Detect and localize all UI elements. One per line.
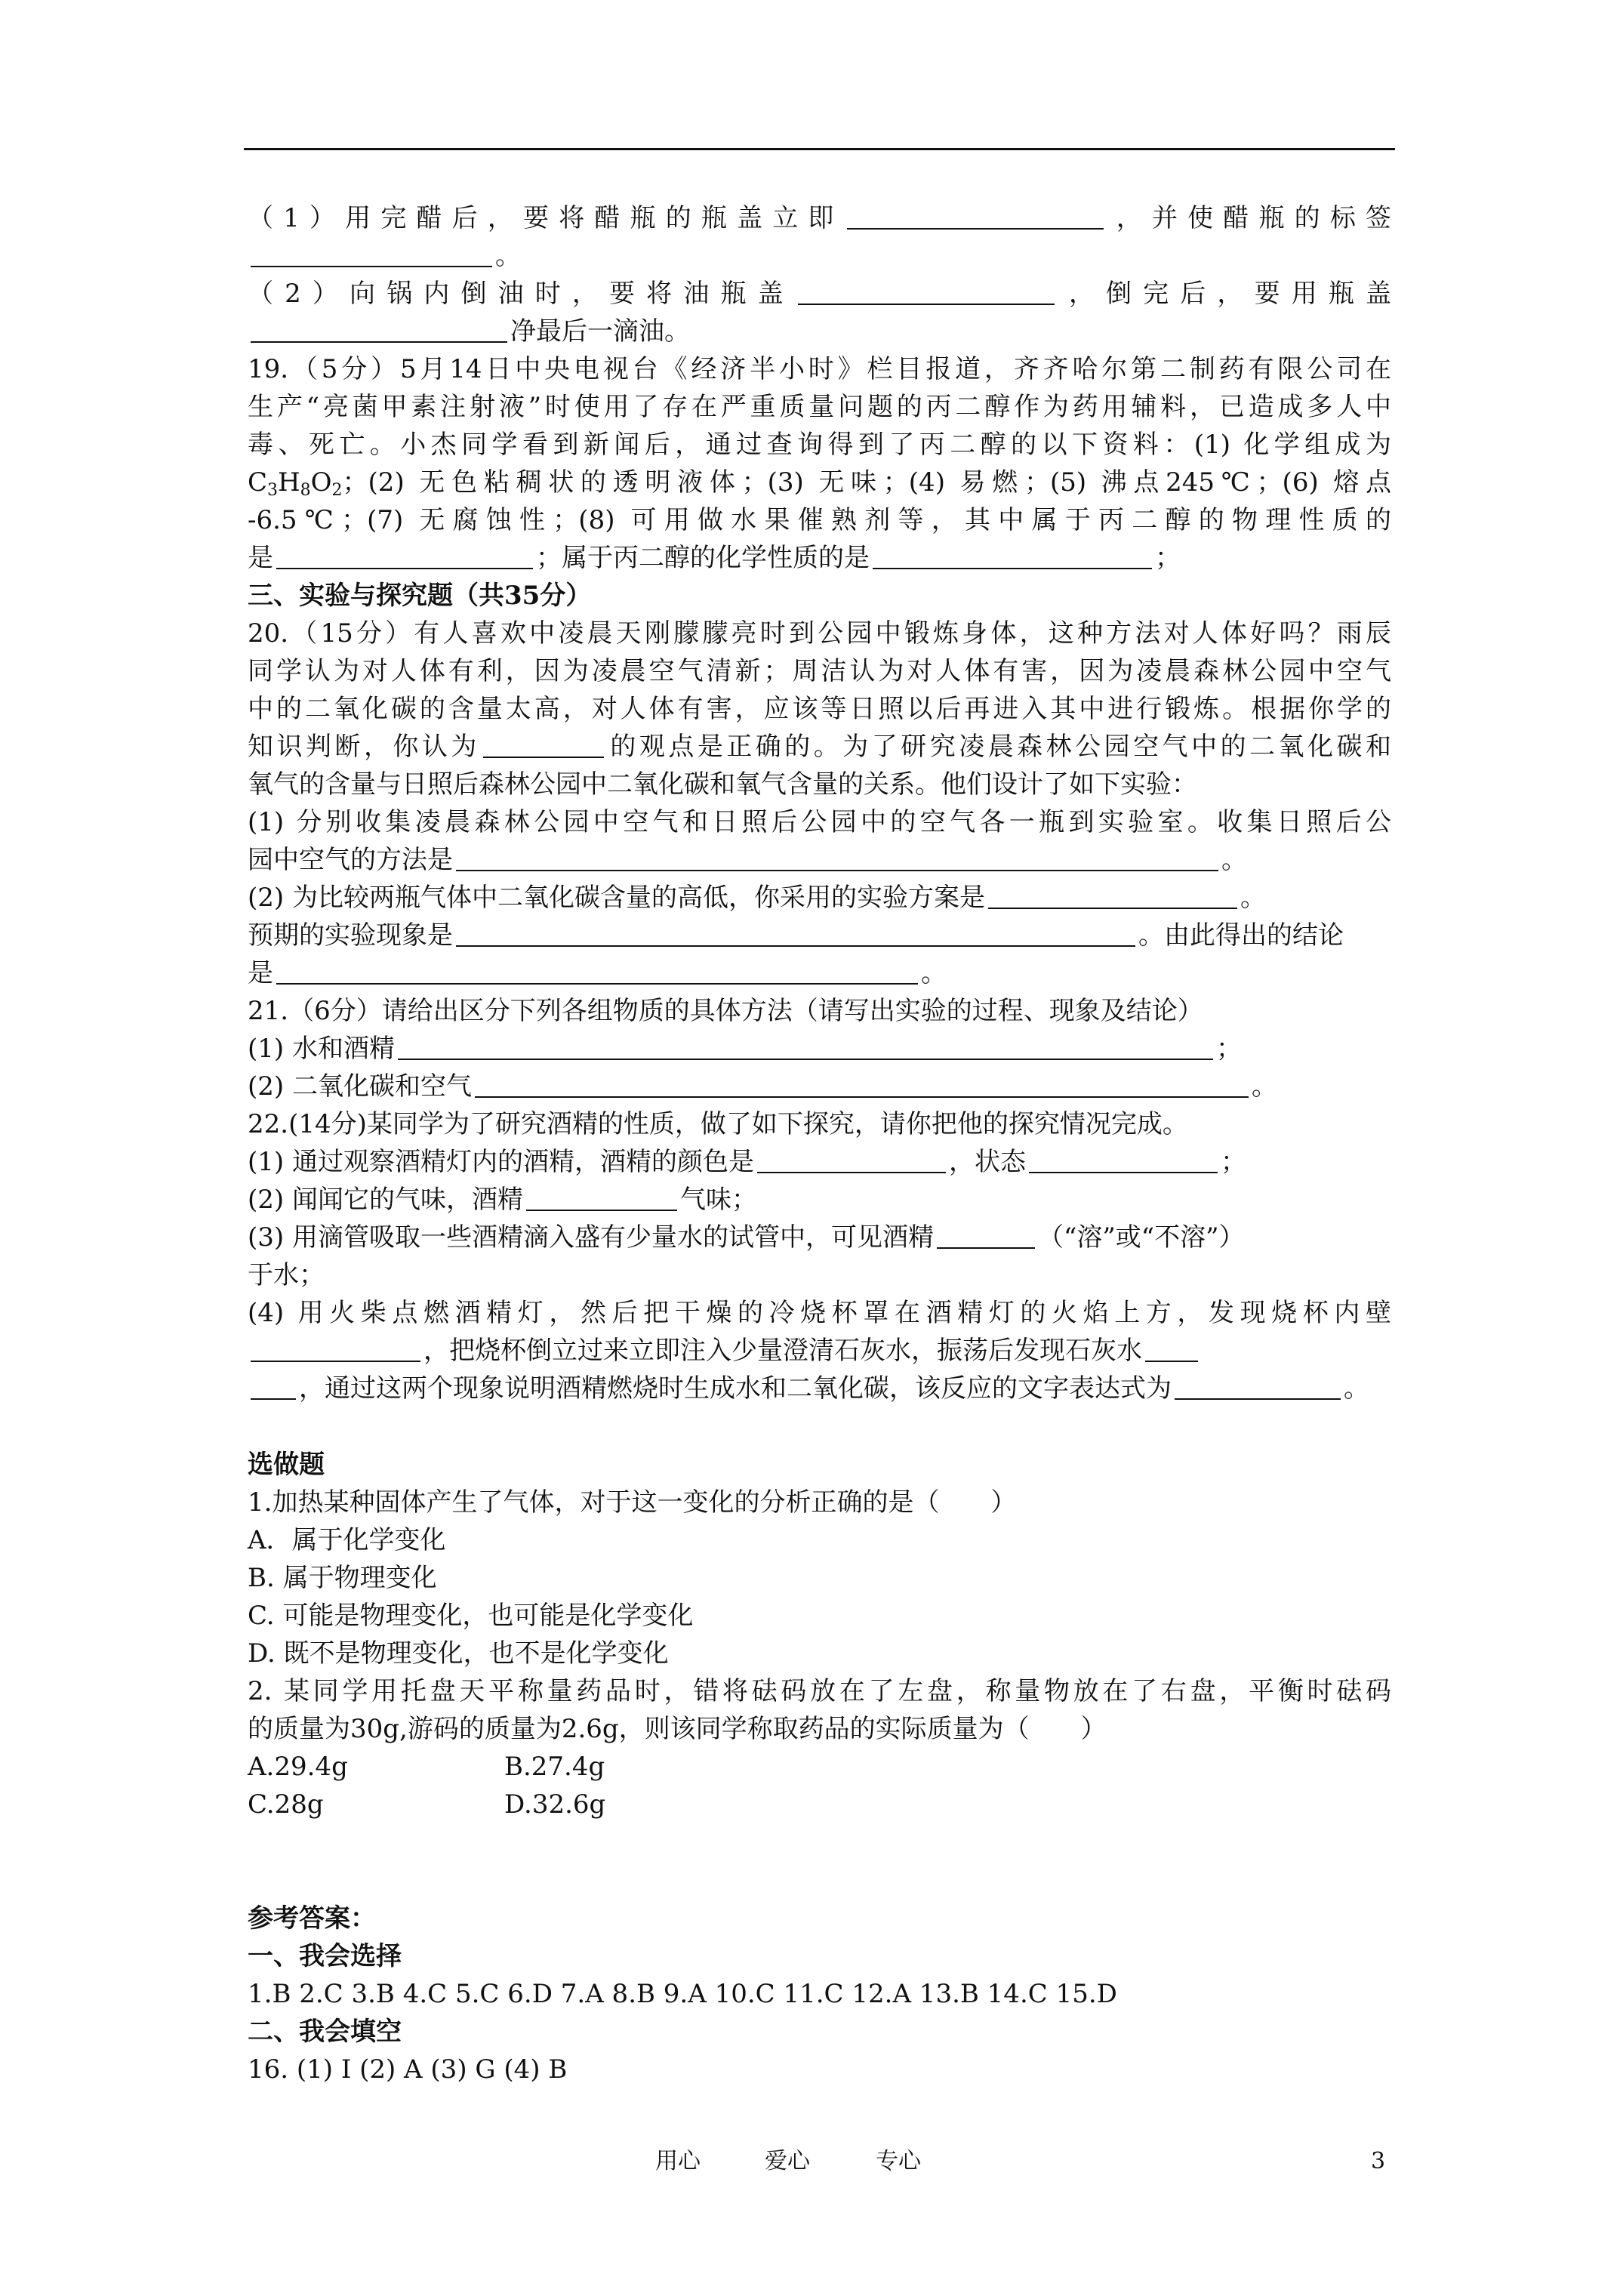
q22-line-4: (3) 用滴管吸取一些酒精滴入盛有少量水的试管中，可见酒精 （“溶”或“不溶”） bbox=[248, 1222, 1245, 1253]
answer-blank[interactable] bbox=[1145, 1335, 1198, 1362]
q21-line-3: (2) 二氧化碳和空气 。 bbox=[248, 1071, 1277, 1102]
answers-section-1: 一、我会选择 bbox=[248, 1941, 402, 1971]
optional-q2-line-1: 2. 某同学用托盘天平称量药品时，错将砝码放在了左盘，称量物放在了右盘，平衡时砝码 bbox=[248, 1676, 1391, 1706]
option-c: C.28g bbox=[248, 1789, 324, 1820]
answers-title: 参考答案： bbox=[248, 1903, 376, 1934]
optional-q2-options-row-1 bbox=[248, 1748, 1391, 1786]
q22-line-7: ，把烧杯倒立过来立即注入少量澄清石灰水，振荡后发现石灰水 bbox=[248, 1332, 1391, 1370]
answer-blank[interactable] bbox=[251, 1335, 420, 1362]
q19-line-1: 19.（5分）5月14日中央电视台《经济半小时》栏目报道，齐齐哈尔第二制药有限公司在 bbox=[248, 354, 1391, 384]
answer-blank[interactable] bbox=[798, 278, 1055, 305]
section-title-optional: 选做题 bbox=[248, 1450, 325, 1480]
q20-line-8: (2) 为比较两瓶气体中二氧化碳含量的高低，你采用的实验方案是 。 bbox=[248, 883, 1266, 913]
option-b: B.27.4g bbox=[504, 1752, 605, 1782]
answer-blank[interactable] bbox=[873, 542, 1152, 569]
answer-blank[interactable] bbox=[251, 240, 492, 267]
q22-line-5: 于水； bbox=[248, 1260, 325, 1290]
answer-blank[interactable] bbox=[757, 1146, 946, 1173]
q20-line-5: 氧气的含量与日照后森林公园中二氧化碳和氧气含量的关系。他们设计了如下实验： bbox=[248, 769, 1197, 800]
footer-text-3: 专心 bbox=[876, 2148, 921, 2174]
answers-section-2: 二、我会填空 bbox=[248, 2017, 402, 2047]
q21-line-1: 21.（6分）请给出区分下列各组物质的具体方法（请写出实验的过程、现象及结论） bbox=[248, 996, 1203, 1026]
q19-line-4: $C_3H_8O_2$；(2) 无色粘稠状的透明液体；(3) 无味；(4) 易燃；(5) 沸点245℃；(6) 熔点 bbox=[248, 467, 1391, 500]
q20-line-10: 是 。 bbox=[248, 958, 947, 988]
q18-line-4: 净最后一滴油。 bbox=[248, 313, 1391, 350]
q18-line-1: （1）用完醋后，要将醋瓶的瓶盖立即 ，并使醋瓶的标签 bbox=[248, 203, 1392, 233]
q19-line-6: 是 ；属于丙二醇的化学性质的是 ； bbox=[248, 543, 1181, 573]
q21-line-2: (1) 水和酒精 ； bbox=[248, 1034, 1242, 1064]
q18-line-2: 。 bbox=[248, 237, 1391, 275]
q22-line-8: ，通过这两个现象说明酒精燃烧时生成水和二氧化碳，该反应的文字表达式为 。 bbox=[248, 1370, 1391, 1407]
footer-text-2: 爱心 bbox=[765, 2148, 810, 2174]
answer-blank[interactable] bbox=[251, 316, 507, 343]
page-number: 3 bbox=[1371, 2148, 1386, 2174]
q19-line-3: 毒、死亡。小杰同学看到新闻后，通过查询得到了丙二醇的以下资料：(1) 化学组成为 bbox=[248, 430, 1391, 460]
answer-blank[interactable] bbox=[398, 1033, 1213, 1060]
q20-line-6: (1) 分别收集凌晨森林公园中空气和日照后公园中的空气各一瓶到实验室。收集日照后公 bbox=[248, 807, 1391, 837]
optional-q1: 1.加热某种固体产生了气体，对于这一变化的分析正确的是（ ） bbox=[248, 1487, 1017, 1518]
q20-line-3: 中的二氧化碳的含量太高，对人体有害，应该等日照以后再进入其中进行锻炼。根据你学的 bbox=[248, 694, 1391, 724]
answer-blank[interactable] bbox=[1175, 1373, 1341, 1400]
optional-q1-option-b: B. 属于物理变化 bbox=[248, 1563, 437, 1593]
footer-text-1: 用心 bbox=[655, 2148, 701, 2174]
header-rule bbox=[244, 148, 1395, 150]
q19-line-2: 生产“亮菌甲素注射液”时使用了存在严重质量问题的丙二醇作为药用辅料，已造成多人中 bbox=[248, 392, 1391, 422]
answer-blank[interactable] bbox=[475, 1071, 1249, 1098]
answers-16: 16. (1) I (2) A (3) G (4) B bbox=[248, 2054, 568, 2085]
q19-line-5: -6.5℃；(7) 无腐蚀性；(8) 可用做水果催熟剂等，其中属于丙二醇的物理性质的 bbox=[248, 505, 1391, 535]
q20-line-2: 同学认为对人体有利，因为凌晨空气清新；周洁认为对人体有害，因为凌晨森林公园中空气 bbox=[248, 656, 1391, 686]
answer-blank[interactable] bbox=[1029, 1146, 1218, 1173]
optional-q1-option-a: A．属于化学变化 bbox=[248, 1525, 446, 1555]
answer-blank[interactable] bbox=[276, 542, 533, 569]
answer-blank[interactable] bbox=[456, 920, 1135, 947]
optional-q1-option-d: D. 既不是物理变化，也不是化学变化 bbox=[248, 1638, 669, 1669]
optional-q2-options-row-2 bbox=[248, 1786, 1391, 1823]
optional-q2-line-2: 的质量为30g,游码的质量为2.6g，则该同学称取药品的实际质量为（ ） bbox=[248, 1714, 1107, 1744]
answer-blank[interactable] bbox=[937, 1222, 1035, 1249]
q22-line-6: (4) 用火柴点燃酒精灯，然后把干燥的冷烧杯罩在酒精灯的火焰上方，发现烧杯内壁 bbox=[248, 1298, 1391, 1328]
q20-line-4: 知识判断，你认为 的观点是正确的。为了研究凌晨森林公园空气中的二氧化碳和 bbox=[248, 732, 1392, 762]
optional-q1-option-c: C. 可能是物理变化，也可能是化学变化 bbox=[248, 1601, 694, 1631]
q22-line-3: (2) 闻闻它的气味，酒精 气味； bbox=[248, 1185, 757, 1215]
answer-blank[interactable] bbox=[847, 202, 1104, 230]
answer-blank[interactable] bbox=[988, 882, 1237, 909]
section-title-experiment: 三、实验与探究题（共35分） bbox=[248, 581, 592, 611]
answer-blank[interactable] bbox=[526, 1184, 677, 1211]
q22-line-2: (1) 通过观察酒精灯内的酒精，酒精的颜色是 ，状态 ； bbox=[248, 1147, 1246, 1177]
option-d: D.32.6g bbox=[504, 1789, 606, 1820]
answer-blank[interactable] bbox=[483, 731, 604, 758]
answer-blank[interactable] bbox=[456, 844, 1218, 871]
answer-blank[interactable] bbox=[251, 1373, 296, 1400]
answers-section-1-values: 1.B 2.C 3.B 4.C 5.C 6.D 7.A 8.B 9.A 10.C 11.C 12.A 13.B 14.C 15.D bbox=[248, 1979, 1117, 2009]
q22-line-1: 22.(14分)某同学为了研究酒精的性质，做了如下探究，请你把他的探究情况完成。 bbox=[248, 1109, 1188, 1139]
option-a: A.29.4g bbox=[248, 1752, 348, 1782]
q20-line-1: 20.（15分）有人喜欢中凌晨天刚朦朦亮时到公园中锻炼身体，这种方法对人体好吗？雨辰 bbox=[248, 618, 1391, 649]
q20-line-7: 园中空气的方法是 。 bbox=[248, 845, 1247, 875]
q20-line-9: 预期的实验现象是 。由此得出的结论 bbox=[248, 920, 1344, 951]
answer-blank[interactable] bbox=[276, 957, 918, 985]
q18-line-3: （2）向锅内倒油时，要将油瓶盖 ，倒完后，要用瓶盖 bbox=[248, 279, 1391, 309]
